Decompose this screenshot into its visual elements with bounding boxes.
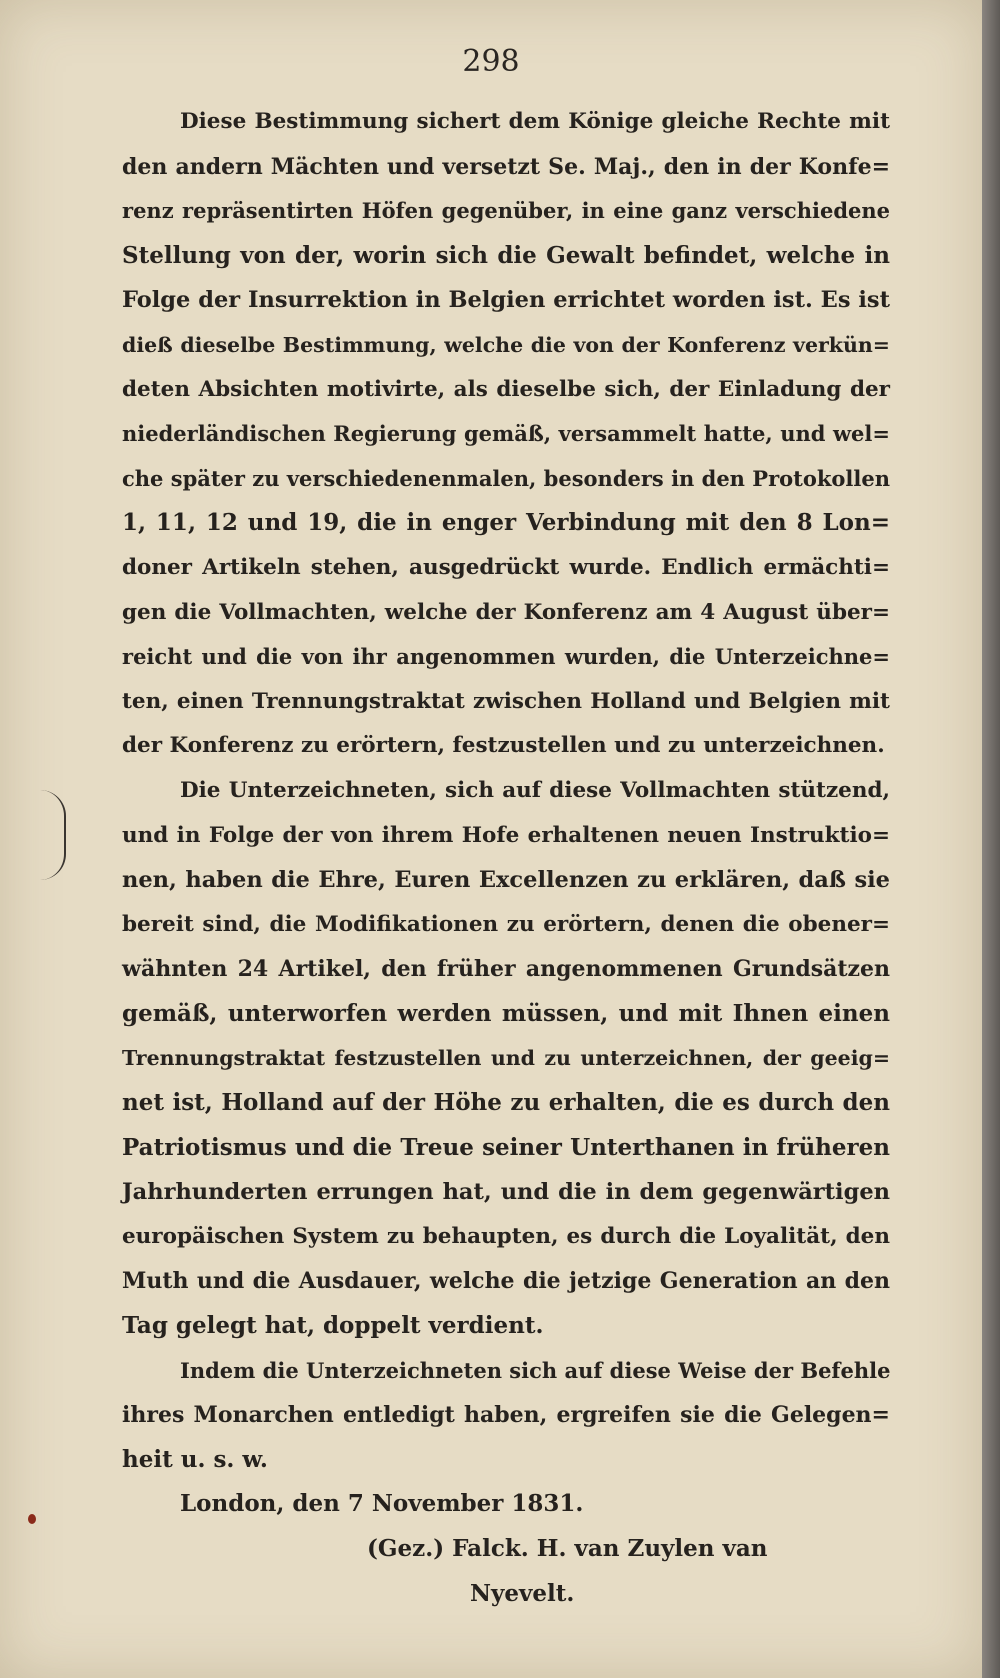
text-line: europäischen System zu behaupten, es durch die Loyalität, den: [122, 1223, 890, 1249]
ink-spot: [28, 1514, 36, 1524]
date-line: London, den 7 November 1831.: [180, 1490, 584, 1518]
text-line: Die Unterzeichneten, sich auf diese Vollmachten stützend,: [180, 777, 890, 803]
signature-line: Nyevelt.: [470, 1579, 575, 1607]
text-line: Trennungstraktat festzustellen und zu unterzeichnen, der geeig=: [122, 1046, 890, 1071]
text-line: Patriotismus und die Treue seiner Unterthanen in früheren: [122, 1133, 890, 1161]
margin-bracket-mark: [40, 790, 66, 880]
text-line: Tag gelegt hat, doppelt verdient.: [122, 1312, 544, 1340]
page-edge-shadow: [982, 0, 1000, 1678]
text-line: Stellung von der, worin sich die Gewalt befindet, welche in: [122, 241, 890, 269]
text-line: 1, 11, 12 und 19, die in enger Verbindung mit den 8 Lon=: [122, 509, 890, 537]
text-line: dieß dieselbe Bestimmung, welche die von der Konferenz verkün=: [122, 332, 890, 357]
page-body-text: [122, 100, 890, 1616]
text-line: niederländischen Regierung gemäß, versammelt hatte, und wel=: [122, 421, 890, 447]
page-number: 298: [462, 44, 520, 79]
text-line: deten Absichten motivirte, als dieselbe sich, der Einladung der: [122, 376, 890, 402]
text-line: che später zu verschiedenenmalen, besonders in den Protokollen: [122, 465, 890, 491]
text-line: gen die Vollmachten, welche der Konferenz am 4 August über=: [122, 599, 890, 625]
text-line: reicht und die von ihr angenommen wurden, die Unterzeichne=: [122, 644, 890, 670]
text-line: den andern Mächten und versetzt Se. Maj., den in der Konfe=: [122, 153, 890, 180]
text-line: Jahrhunderten errungen hat, und die in dem gegenwärtigen: [122, 1179, 890, 1206]
text-line: Indem die Unterzeichneten sich auf diese Weise der Befehle: [180, 1357, 891, 1383]
signature-line: (Gez.) Falck. H. van Zuylen van: [367, 1535, 768, 1562]
text-line: der Konferenz zu erörtern, festzustellen und zu unterzeichnen.: [122, 733, 885, 759]
text-line: ihres Monarchen entledigt haben, ergreifen sie die Gelegen=: [122, 1402, 890, 1429]
text-line: gemäß, unterworfen werden müssen, und mit Ihnen einen: [122, 999, 890, 1027]
text-line: Muth und die Ausdauer, welche die jetzige Generation an den: [122, 1268, 890, 1295]
text-line: net ist, Holland auf der Höhe zu erhalten, die es durch den: [122, 1089, 890, 1117]
text-line: und in Folge der von ihrem Hofe erhaltenen neuen Instruktio=: [122, 822, 890, 848]
text-line: heit u. s. w.: [122, 1445, 268, 1473]
text-line: Folge der Insurrektion in Belgien errichtet worden ist. Es ist: [122, 287, 890, 314]
text-line: wähnten 24 Artikel, den früher angenommenen Grundsätzen: [122, 956, 890, 983]
text-line: bereit sind, die Modifikationen zu erörtern, denen die obener=: [122, 911, 890, 937]
text-line: ten, einen Trennungstraktat zwischen Holland und Belgien mit: [122, 688, 890, 714]
text-line: doner Artikeln stehen, ausgedrückt wurde. Endlich ermächti=: [122, 554, 890, 580]
text-line: Diese Bestimmung sichert dem Könige gleiche Rechte mit: [180, 109, 890, 134]
text-line: renz repräsentirten Höfen gegenüber, in eine ganz verschiedene: [122, 198, 890, 224]
text-line: nen, haben die Ehre, Euren Excellenzen zu erklären, daß sie: [122, 867, 890, 894]
